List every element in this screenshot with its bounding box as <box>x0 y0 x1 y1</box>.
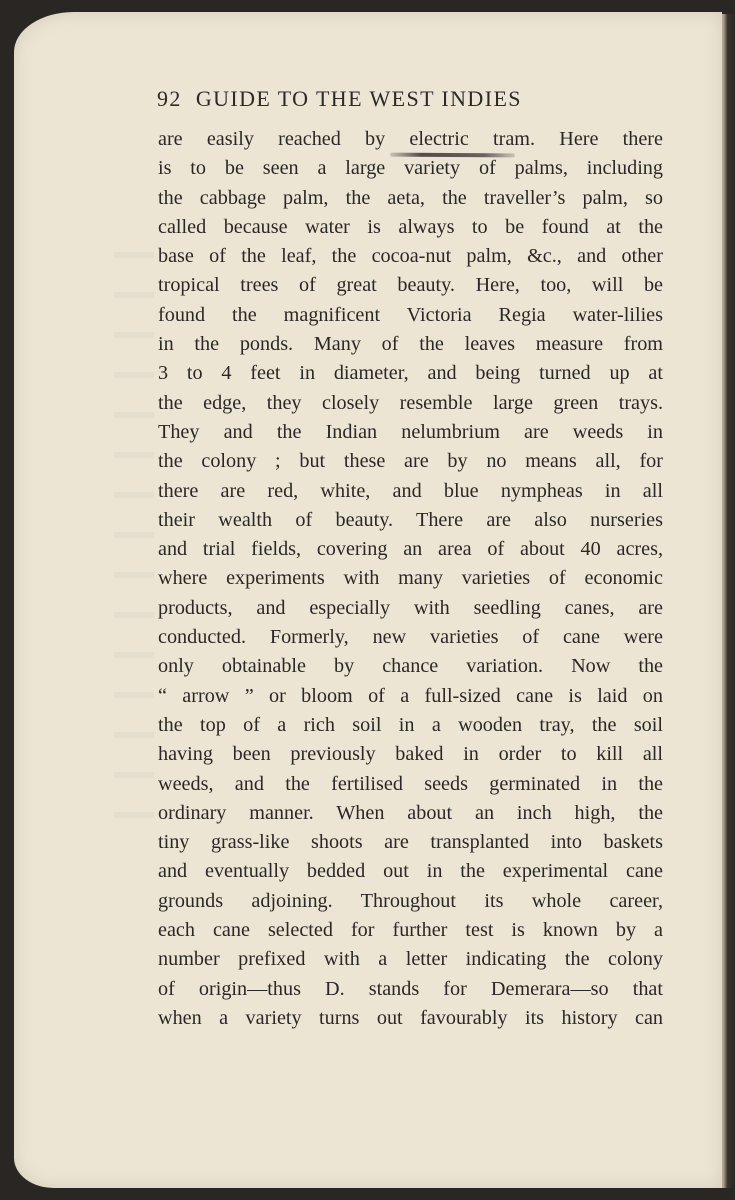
running-title: GUIDE TO THE WEST INDIES <box>195 86 522 111</box>
text-line: only obtainable by chance variation. Now the <box>158 655 663 678</box>
text-line: called because water is always to be found at the <box>158 215 663 238</box>
text-line: tiny grass-like shoots are transplanted into baskets <box>158 831 663 854</box>
text-line: grounds adjoining. Throughout its whole career, <box>158 889 663 912</box>
text-line: each cane selected for further test is known by a <box>158 919 663 942</box>
text-line: found the magnificent Victoria Regia water-lilies <box>158 303 663 326</box>
text-line: their wealth of beauty. There are also nurseries <box>158 508 663 531</box>
text-line: when a variety turns out favourably its history can <box>158 1006 663 1029</box>
text-line: where experiments with many varieties of economic <box>158 567 663 590</box>
text-line: base of the leaf, the cocoa-nut palm, &c., and other <box>158 245 663 268</box>
body-text <box>158 125 663 1033</box>
text-line: the edge, they closely resemble large green trays. <box>158 391 663 414</box>
text-line: there are red, white, and blue nympheas in all <box>158 479 663 502</box>
text-line: They and the Indian nelumbrium are weeds in <box>158 420 663 443</box>
text-line: “ arrow ” or bloom of a full-sized cane is laid on <box>158 684 663 707</box>
text-line: ordinary manner. When about an inch high, the <box>158 801 663 824</box>
text-line: number prefixed with a letter indicating the colony <box>158 948 663 971</box>
text-line: is to be seen a large variety of palms, including <box>158 157 663 180</box>
text-line: the cabbage palm, the aeta, the traveller’s palm, so <box>158 186 663 209</box>
text-line: of origin—thus D. stands for Demerara—so that <box>158 977 663 1000</box>
page-number: 92 <box>157 86 182 111</box>
text-line: and trial fields, covering an area of about 40 acres, <box>158 538 663 561</box>
text-line: and eventually bedded out in the experimental cane <box>158 860 663 883</box>
text-line: the colony ; but these are by no means all, for <box>158 450 663 473</box>
text-line: having been previously baked in order to kill all <box>158 743 663 766</box>
show-through-shadow <box>114 252 154 852</box>
text-line: in the ponds. Many of the leaves measure from <box>158 333 663 356</box>
text-line: tropical trees of great beauty. Here, too, will be <box>158 274 663 297</box>
text-line: 3 to 4 feet in diameter, and being turned up at <box>158 362 663 385</box>
text-line: products, and especially with seedling canes, are <box>158 596 663 619</box>
text-line: conducted. Formerly, new varieties of cane were <box>158 626 663 649</box>
text-line: are easily reached by electric tram. Here there <box>158 128 663 150</box>
text-line: the top of a rich soil in a wooden tray, the soil <box>158 713 663 736</box>
text-line: weeds, and the fertilised seeds germinated in the <box>158 772 663 795</box>
page-header <box>157 86 617 112</box>
